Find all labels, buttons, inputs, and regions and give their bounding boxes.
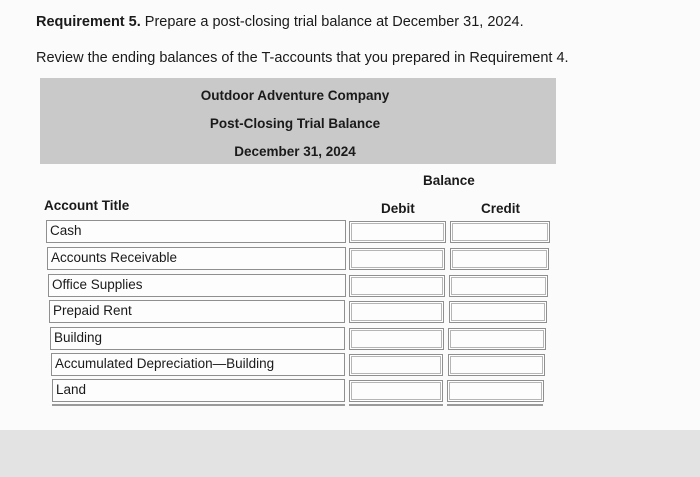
credit-input[interactable] bbox=[448, 328, 546, 350]
credit-input[interactable] bbox=[448, 354, 545, 376]
table-cutoff-line bbox=[52, 404, 345, 406]
table-cutoff-line bbox=[447, 404, 543, 406]
debit-input[interactable] bbox=[349, 380, 443, 402]
debit-input[interactable] bbox=[349, 248, 445, 270]
instruction-text: Review the ending balances of the T-accounts that you prepared in Requirement 4. bbox=[36, 50, 569, 66]
statement-title: Post-Closing Trial Balance bbox=[209, 116, 381, 131]
debit-input[interactable] bbox=[349, 354, 443, 376]
account-title-cell: Building bbox=[50, 327, 345, 350]
account-title-cell: Prepaid Rent bbox=[49, 300, 345, 323]
credit-input[interactable] bbox=[449, 301, 547, 323]
debit-input[interactable] bbox=[349, 275, 445, 297]
requirement-label: Requirement 5. bbox=[36, 14, 141, 30]
credit-input[interactable] bbox=[449, 275, 548, 297]
credit-input[interactable] bbox=[447, 380, 544, 402]
credit-input[interactable] bbox=[450, 248, 549, 270]
debit-input[interactable] bbox=[349, 301, 444, 323]
account-title-cell: Cash bbox=[46, 220, 346, 243]
requirement-heading bbox=[36, 14, 524, 30]
account-title-cell: Accumulated Depreciation—Building bbox=[51, 353, 345, 376]
debit-header: Debit bbox=[381, 201, 415, 216]
statement-header bbox=[40, 78, 556, 164]
company-name: Outdoor Adventure Company bbox=[200, 88, 390, 103]
account-title-cell: Office Supplies bbox=[48, 274, 346, 297]
debit-input[interactable] bbox=[349, 221, 446, 243]
debit-input[interactable] bbox=[349, 328, 444, 350]
credit-header: Credit bbox=[481, 201, 521, 216]
bottom-band bbox=[0, 430, 700, 477]
table-cutoff-line bbox=[349, 404, 443, 406]
account-title-cell: Accounts Receivable bbox=[47, 247, 346, 270]
account-title-cell: Land bbox=[52, 379, 345, 402]
account-title-header: Account Title bbox=[44, 198, 130, 213]
credit-input[interactable] bbox=[450, 221, 550, 243]
balance-group-header: Balance bbox=[423, 173, 475, 188]
requirement-text: Prepare a post-closing trial balance at December 31, 2024. bbox=[144, 14, 524, 30]
statement-date: December 31, 2024 bbox=[234, 144, 356, 159]
